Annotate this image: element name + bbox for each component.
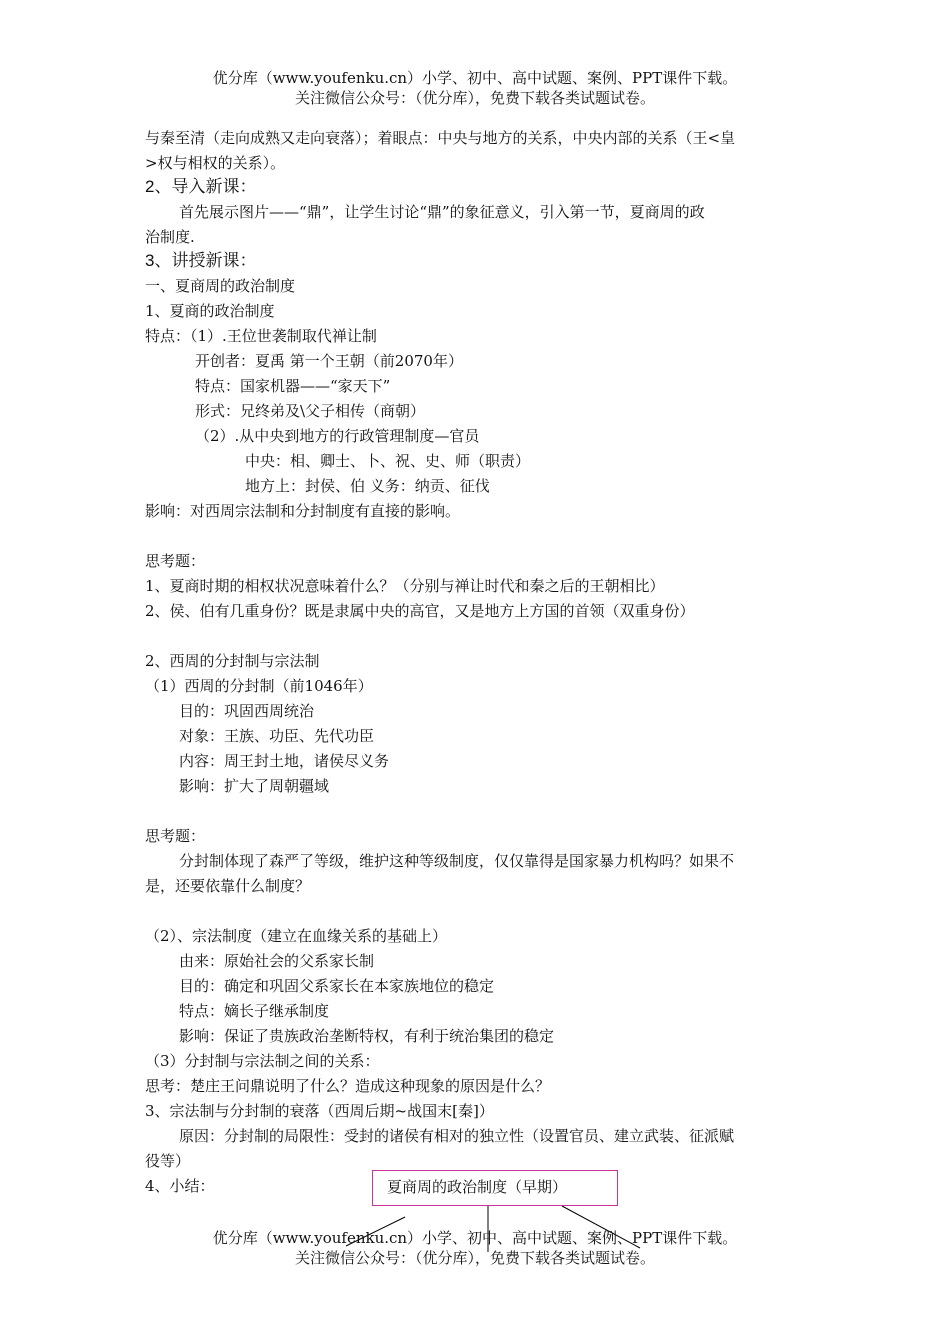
text-line: （3）分封制与宗法制之间的关系： [145,1052,380,1070]
text-line: 特点：国家机器——“家天下” [195,377,391,395]
text-line: 内容：周王封土地，诸侯尽义务 [179,752,390,770]
text-line: （2）、宗法制度（建立在血缘关系的基础上） [145,927,448,945]
text-line: 2、西周的分封制与宗法制 [145,652,320,670]
text-line: 原因：分封制的局限性：受封的诸侯有相对的独立性（设置官员、建立武装、征派赋 [179,1127,735,1145]
text-line: >权与相权的关系）。 [145,154,286,172]
text-line: 役等） [145,1152,191,1170]
text-line: （1）西周的分封制（前1046年） [145,677,373,695]
text-line: 1、夏商的政治制度 [145,302,275,320]
text-line: 1、夏商时期的相权状况意味着什么？（分别与禅让时代和秦之后的王朝相比） [145,577,665,595]
header-line-1: 优分库（www.youfenku.cn）小学、初中、高中试题、案例、PPT课件下载。 [212,69,738,87]
text-line: 3、宗法制与分封制的衰落（西周后期~战国末[秦]） [145,1102,494,1120]
text-line: （2）.从中央到地方的行政管理制度—官员 [195,427,480,445]
text-line: 目的：确定和巩固父系家长在本家族地位的稳定 [179,977,495,995]
text-line: 分封制体现了森严了等级，维护这种等级制度，仅仅靠得是国家暴力机构吗？如果不 [179,852,735,870]
text-line: 影响：对西周宗法制和分封制度有直接的影响。 [145,502,461,520]
text-line: 思考题： [145,827,206,845]
section-heading: 3、讲授新课： [145,251,257,270]
text-line: 特点：（1）.王位世袭制取代禅让制 [145,327,377,345]
text-line: 4、小结： [145,1177,215,1195]
text-line: 对象：王族、功臣、先代功臣 [179,727,375,745]
footer-line-1: 优分库（www.youfenku.cn）小学、初中、高中试题、案例、PPT课件下载。 [212,1229,738,1247]
text-line: 开创者：夏禹 第一个王朝（前2070年） [195,352,463,370]
text-line: 地方上：封侯、伯 义务：纳贡、征伐 [245,477,490,495]
footer-line-2: 关注微信公众号：（优分库），免费下载各类试题试卷。 [294,1249,655,1267]
text-line: 与秦至清（走向成熟又走向衰落）；着眼点：中央与地方的关系，中央内部的关系（王<皇 [145,129,736,147]
summary-box [372,1170,618,1206]
text-line: 首先展示图片——“鼎”，让学生讨论“鼎”的象征意义，引入第一节，夏商周的政 [179,203,705,221]
text-line: 形式：兄终弟及\父子相传（商朝） [195,402,426,420]
text-line: 是，还要依靠什么制度？ [145,877,311,895]
text-line: 影响：保证了贵族政治垄断特权，有利于统治集团的稳定 [179,1027,555,1045]
text-line: 目的：巩固西周统治 [179,702,315,720]
text-line: 中央：相、卿士、卜、祝、史、师（职责） [245,452,531,470]
text-line: 由来：原始社会的父系家长制 [179,952,375,970]
text-line: 2、侯、伯有几重身份？既是隶属中央的高官，又是地方上方国的首领（双重身份） [145,602,695,620]
summary-box-label: 夏商周的政治制度（早期） [387,1178,568,1196]
section-heading: 2、导入新课： [145,177,257,196]
text-line: 特点：嫡长子继承制度 [179,1002,330,1020]
text-line: 思考：楚庄王问鼎说明了什么？造成这种现象的原因是什么？ [145,1077,551,1095]
header-line-2: 关注微信公众号：（优分库），免费下载各类试题试卷。 [294,89,655,107]
text-line: 一、夏商周的政治制度 [145,277,296,295]
text-line: 思考题： [145,552,206,570]
text-line: 治制度. [145,228,195,246]
text-line: 影响：扩大了周朝疆域 [179,777,330,795]
